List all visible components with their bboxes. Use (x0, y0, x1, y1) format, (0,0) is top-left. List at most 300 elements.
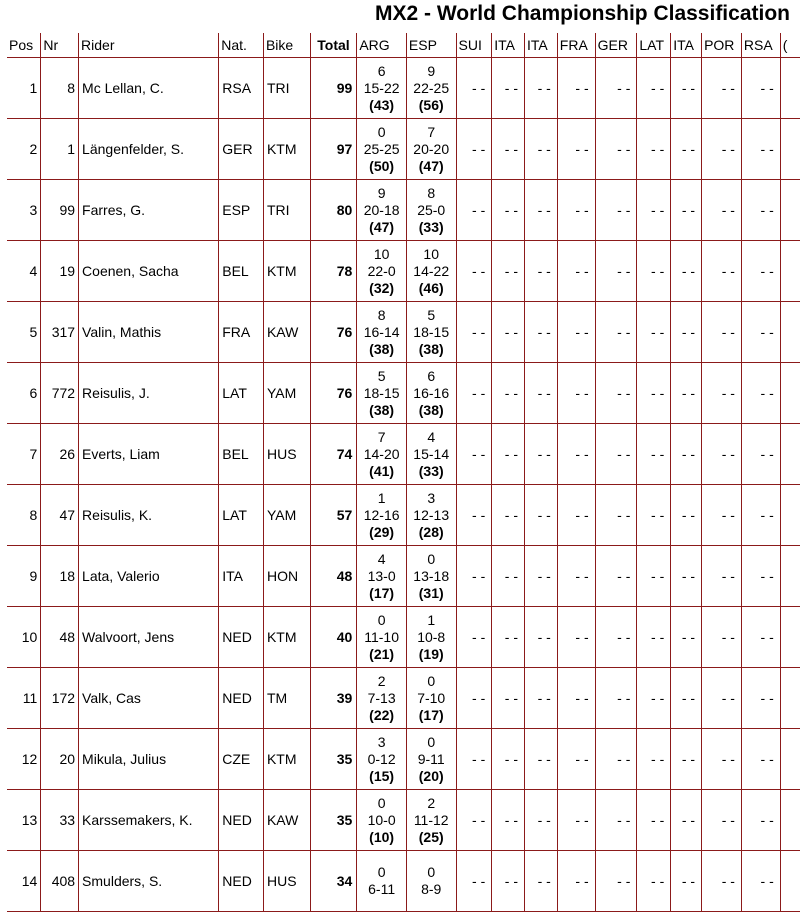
empty-race-cell: - - (456, 424, 492, 485)
empty-race-cell: - - (637, 119, 671, 180)
rider-number-cell: 33 (41, 790, 79, 851)
total-points-cell: 34 (310, 851, 357, 912)
empty-race-cell: - - (595, 729, 637, 790)
empty-race-cell: - - (492, 424, 525, 485)
column-header[interactable]: FRA (557, 33, 595, 58)
bike-cell: HUS (263, 424, 310, 485)
rider-name-cell: Smulders, S. (79, 851, 219, 912)
empty-race-cell: - - (671, 607, 702, 668)
race-total: (15) (369, 767, 395, 784)
bike-cell: YAM (263, 485, 310, 546)
rider-number-cell: 172 (41, 668, 79, 729)
race-total: (31) (418, 584, 444, 601)
empty-race-cell: - - (671, 485, 702, 546)
empty-race-cell: - - (671, 58, 702, 119)
heat-scores: 13-18 (413, 567, 450, 584)
nationality-cell: ESP (219, 180, 264, 241)
heat-scores: 25-0 (417, 201, 446, 218)
rider-name-cell: Karssemakers, K. (79, 790, 219, 851)
empty-race-cell: - - (492, 180, 525, 241)
empty-race-cell: - - (637, 607, 671, 668)
total-points-cell: 57 (310, 485, 357, 546)
rider-name-cell: Längenfelder, S. (79, 119, 219, 180)
empty-race-cell (780, 302, 800, 363)
race-total: (17) (369, 584, 395, 601)
race-points: 7 (377, 428, 386, 445)
race-points: 0 (377, 794, 386, 811)
position-cell: 5 (7, 302, 41, 363)
empty-race-cell: - - (702, 607, 742, 668)
total-points-cell: 76 (310, 302, 357, 363)
bike-cell: TRI (263, 180, 310, 241)
empty-race-cell: - - (456, 729, 492, 790)
empty-race-cell: - - (595, 851, 637, 912)
nationality-cell: LAT (219, 363, 264, 424)
column-header[interactable]: Bike (263, 33, 310, 58)
nationality-cell: LAT (219, 485, 264, 546)
race-total: (38) (369, 340, 395, 357)
rider-name-cell: Lata, Valerio (79, 546, 219, 607)
empty-race-cell: - - (702, 119, 742, 180)
race-result-cell-arg (357, 790, 407, 851)
race-points: 0 (377, 123, 386, 140)
empty-race-cell: - - (492, 241, 525, 302)
table-row[interactable] (7, 668, 800, 729)
heat-scores: 16-16 (413, 384, 450, 401)
empty-race-cell: - - (525, 607, 558, 668)
empty-race-cell: - - (637, 180, 671, 241)
empty-race-cell: - - (741, 363, 780, 424)
race-points: 2 (377, 672, 386, 689)
position-cell: 9 (7, 546, 41, 607)
table-row[interactable] (7, 790, 800, 851)
column-header[interactable]: RSA (741, 33, 780, 58)
rider-number-cell: 18 (41, 546, 79, 607)
empty-race-cell: - - (492, 363, 525, 424)
empty-race-cell: - - (671, 424, 702, 485)
empty-race-cell: - - (492, 302, 525, 363)
race-result-cell-esp (406, 363, 456, 424)
empty-race-cell: - - (702, 180, 742, 241)
heat-scores: 22-25 (413, 79, 450, 96)
race-points: 10 (373, 245, 390, 262)
column-header[interactable]: ITA (492, 33, 525, 58)
race-points: 9 (427, 62, 436, 79)
race-result-cell-esp (406, 424, 456, 485)
column-header[interactable]: POR (702, 33, 742, 58)
race-result-cell-arg (357, 241, 407, 302)
race-result-cell-esp (406, 58, 456, 119)
race-result-cell-esp (406, 119, 456, 180)
race-total: (38) (369, 401, 395, 418)
race-total: (47) (369, 218, 395, 235)
heat-scores: 7-10 (417, 689, 446, 706)
nationality-cell: NED (219, 607, 264, 668)
position-cell: 1 (7, 58, 41, 119)
column-header[interactable]: ( (780, 33, 800, 58)
race-result-cell-esp (406, 851, 456, 912)
empty-race-cell: - - (637, 241, 671, 302)
race-total: (10) (369, 828, 395, 845)
empty-race-cell: - - (525, 119, 558, 180)
empty-race-cell: - - (557, 424, 595, 485)
bike-cell: HUS (263, 851, 310, 912)
empty-race-cell: - - (741, 485, 780, 546)
empty-race-cell (780, 729, 800, 790)
race-result-cell-arg (357, 119, 407, 180)
bike-cell: KTM (263, 241, 310, 302)
total-points-cell: 78 (310, 241, 357, 302)
empty-race-cell: - - (741, 790, 780, 851)
empty-race-cell: - - (525, 668, 558, 729)
empty-race-cell (780, 241, 800, 302)
race-total: (50) (369, 157, 395, 174)
empty-race-cell: - - (637, 668, 671, 729)
nationality-cell: BEL (219, 424, 264, 485)
race-points: 8 (427, 184, 436, 201)
empty-race-cell: - - (741, 119, 780, 180)
column-header[interactable]: ESP (406, 33, 456, 58)
position-cell: 4 (7, 241, 41, 302)
empty-race-cell: - - (557, 241, 595, 302)
rider-name-cell: Valk, Cas (79, 668, 219, 729)
empty-race-cell: - - (456, 58, 492, 119)
page-title: MX2 - World Championship Classification (375, 2, 790, 25)
race-total: (20) (418, 767, 444, 784)
empty-race-cell: - - (671, 241, 702, 302)
empty-race-cell: - - (741, 180, 780, 241)
empty-race-cell (780, 607, 800, 668)
empty-race-cell: - - (456, 668, 492, 729)
column-header[interactable]: Nr (41, 33, 79, 58)
empty-race-cell: - - (741, 302, 780, 363)
race-total: (29) (369, 523, 395, 540)
total-points-cell: 76 (310, 363, 357, 424)
bike-cell: TM (263, 668, 310, 729)
race-result-cell-esp (406, 607, 456, 668)
rider-number-cell: 26 (41, 424, 79, 485)
table-row[interactable] (7, 546, 800, 607)
race-result-cell-esp (406, 668, 456, 729)
nationality-cell: NED (219, 851, 264, 912)
race-points: 10 (423, 245, 439, 262)
bike-cell: KTM (263, 607, 310, 668)
heat-scores: 14-20 (363, 445, 400, 462)
table-row[interactable] (7, 424, 800, 485)
table-row[interactable] (7, 241, 800, 302)
rider-number-cell: 48 (41, 607, 79, 668)
nationality-cell: BEL (219, 241, 264, 302)
nationality-cell: ITA (219, 546, 264, 607)
empty-race-cell: - - (492, 790, 525, 851)
race-points: 1 (377, 489, 386, 506)
race-total: (22) (369, 706, 395, 723)
race-points: 4 (427, 428, 436, 445)
race-total: (21) (369, 645, 395, 662)
nationality-cell: RSA (219, 58, 264, 119)
column-header[interactable]: Total (310, 33, 357, 58)
total-points-cell: 97 (310, 119, 357, 180)
total-points-cell: 48 (310, 546, 357, 607)
bike-cell: KAW (263, 790, 310, 851)
empty-race-cell: - - (637, 485, 671, 546)
rider-name-cell: Mikula, Julius (79, 729, 219, 790)
empty-race-cell (780, 424, 800, 485)
empty-race-cell: - - (671, 668, 702, 729)
empty-race-cell: - - (557, 668, 595, 729)
empty-race-cell: - - (595, 302, 637, 363)
empty-race-cell: - - (702, 790, 742, 851)
empty-race-cell: - - (671, 790, 702, 851)
empty-race-cell (780, 485, 800, 546)
rider-name-cell: Reisulis, K. (79, 485, 219, 546)
empty-race-cell: - - (671, 119, 702, 180)
race-total: (19) (418, 645, 444, 662)
race-result-cell-arg (357, 58, 407, 119)
position-cell: 7 (7, 424, 41, 485)
rider-number-cell: 19 (41, 241, 79, 302)
empty-race-cell: - - (525, 363, 558, 424)
empty-race-cell: - - (492, 58, 525, 119)
bike-cell: KTM (263, 729, 310, 790)
race-total: (32) (369, 279, 395, 296)
empty-race-cell: - - (702, 668, 742, 729)
race-result-cell-esp (406, 302, 456, 363)
race-result-cell-arg (357, 485, 407, 546)
race-result-cell-arg (357, 424, 407, 485)
empty-race-cell (780, 119, 800, 180)
empty-race-cell: - - (702, 729, 742, 790)
race-points: 3 (377, 733, 386, 750)
empty-race-cell: - - (702, 424, 742, 485)
empty-race-cell: - - (456, 851, 492, 912)
empty-race-cell: - - (595, 180, 637, 241)
empty-race-cell: - - (492, 851, 525, 912)
position-cell: 11 (7, 668, 41, 729)
race-result-cell-arg (357, 363, 407, 424)
empty-race-cell: - - (557, 302, 595, 363)
empty-race-cell: - - (741, 241, 780, 302)
race-points: 0 (427, 550, 436, 567)
race-total: (25) (418, 828, 444, 845)
total-points-cell: 35 (310, 790, 357, 851)
rider-name-cell: Farres, G. (79, 180, 219, 241)
empty-race-cell: - - (637, 729, 671, 790)
column-header[interactable]: ARG (357, 33, 407, 58)
empty-race-cell: - - (595, 424, 637, 485)
race-points: 5 (427, 306, 436, 323)
table-row[interactable] (7, 485, 800, 546)
empty-race-cell: - - (671, 302, 702, 363)
race-points: 6 (427, 367, 436, 384)
rider-number-cell: 20 (41, 729, 79, 790)
race-total: (33) (418, 218, 444, 235)
empty-race-cell: - - (595, 790, 637, 851)
column-header[interactable]: SUI (456, 33, 492, 58)
empty-race-cell: - - (637, 546, 671, 607)
heat-scores: 16-14 (363, 323, 400, 340)
total-points-cell: 99 (310, 58, 357, 119)
heat-scores: 9-11 (417, 750, 445, 767)
rider-name-cell: Coenen, Sacha (79, 241, 219, 302)
race-result-cell-arg (357, 302, 407, 363)
race-result-cell-esp (406, 180, 456, 241)
column-header[interactable]: Pos (7, 33, 41, 58)
empty-race-cell: - - (595, 668, 637, 729)
empty-race-cell: - - (741, 424, 780, 485)
heat-scores: 20-18 (363, 201, 400, 218)
rider-name-cell: Reisulis, J. (79, 363, 219, 424)
column-header[interactable]: LAT (637, 33, 671, 58)
race-result-cell-esp (406, 546, 456, 607)
bike-cell: YAM (263, 363, 310, 424)
table-row[interactable] (7, 851, 800, 912)
empty-race-cell: - - (702, 241, 742, 302)
empty-race-cell: - - (557, 546, 595, 607)
table-row[interactable] (7, 119, 800, 180)
race-points: 7 (427, 123, 436, 140)
position-cell: 12 (7, 729, 41, 790)
column-header[interactable]: Rider (79, 33, 219, 58)
total-points-cell: 74 (310, 424, 357, 485)
heat-scores: 10-8 (417, 628, 446, 645)
position-cell: 10 (7, 607, 41, 668)
empty-race-cell: - - (456, 485, 492, 546)
heat-scores: 7-13 (367, 689, 396, 706)
empty-race-cell: - - (741, 851, 780, 912)
table-row[interactable] (7, 729, 800, 790)
race-points: 0 (427, 733, 436, 750)
race-total: (33) (418, 462, 444, 479)
column-header[interactable]: GER (595, 33, 637, 58)
race-total: (41) (369, 462, 395, 479)
empty-race-cell: - - (456, 180, 492, 241)
empty-race-cell: - - (456, 363, 492, 424)
table-row[interactable] (7, 180, 800, 241)
heat-scores: 15-14 (413, 445, 450, 462)
column-header[interactable]: Nat. (219, 33, 264, 58)
empty-race-cell: - - (702, 58, 742, 119)
heat-scores: 12-16 (363, 506, 400, 523)
header-row (7, 33, 800, 58)
bike-cell: TRI (263, 58, 310, 119)
race-points: 5 (377, 367, 386, 384)
empty-race-cell: - - (492, 546, 525, 607)
classification-table-container (7, 33, 800, 897)
race-total: (38) (418, 340, 444, 357)
rider-number-cell: 408 (41, 851, 79, 912)
empty-race-cell: - - (702, 851, 742, 912)
rider-name-cell: Everts, Liam (79, 424, 219, 485)
race-result-cell-arg (357, 546, 407, 607)
empty-race-cell: - - (492, 668, 525, 729)
race-total: (56) (418, 96, 444, 113)
race-result-cell-esp (406, 241, 456, 302)
empty-race-cell: - - (741, 546, 780, 607)
empty-race-cell (780, 668, 800, 729)
race-total: (17) (418, 706, 444, 723)
table-row[interactable] (7, 363, 800, 424)
empty-race-cell: - - (702, 363, 742, 424)
empty-race-cell: - - (557, 119, 595, 180)
rider-number-cell: 317 (41, 302, 79, 363)
empty-race-cell: - - (595, 546, 637, 607)
empty-race-cell: - - (557, 790, 595, 851)
empty-race-cell: - - (637, 790, 671, 851)
position-cell: 14 (7, 851, 41, 912)
classification-table (7, 33, 800, 912)
empty-race-cell: - - (702, 546, 742, 607)
empty-race-cell: - - (741, 668, 780, 729)
position-cell: 2 (7, 119, 41, 180)
heat-scores: 14-22 (413, 262, 450, 279)
empty-race-cell: - - (557, 607, 595, 668)
race-result-cell-arg (357, 607, 407, 668)
race-points: 4 (377, 550, 386, 567)
table-row[interactable] (7, 607, 800, 668)
total-points-cell: 39 (310, 668, 357, 729)
heat-scores: 11-10 (364, 628, 400, 645)
empty-race-cell: - - (525, 180, 558, 241)
empty-race-cell: - - (671, 546, 702, 607)
total-points-cell: 40 (310, 607, 357, 668)
bike-cell: KAW (263, 302, 310, 363)
rider-name-cell: Mc Lellan, C. (79, 58, 219, 119)
table-row[interactable] (7, 58, 800, 119)
empty-race-cell: - - (525, 790, 558, 851)
race-points: 9 (377, 184, 386, 201)
bike-cell: HON (263, 546, 310, 607)
empty-race-cell: - - (492, 729, 525, 790)
empty-race-cell (780, 363, 800, 424)
rider-number-cell: 8 (41, 58, 79, 119)
empty-race-cell: - - (557, 180, 595, 241)
rider-name-cell: Walvoort, Jens (79, 607, 219, 668)
heat-scores: 12-13 (413, 506, 450, 523)
position-cell: 13 (7, 790, 41, 851)
race-total: (38) (418, 401, 444, 418)
race-points: 2 (427, 794, 436, 811)
empty-race-cell: - - (637, 851, 671, 912)
heat-scores: 13-0 (367, 567, 396, 584)
race-points: 0 (427, 864, 436, 880)
column-header[interactable]: ITA (525, 33, 558, 58)
total-points-cell: 35 (310, 729, 357, 790)
empty-race-cell: - - (525, 302, 558, 363)
empty-race-cell: - - (557, 58, 595, 119)
table-row[interactable] (7, 302, 800, 363)
empty-race-cell: - - (637, 58, 671, 119)
column-header[interactable]: ITA (671, 33, 702, 58)
race-points: 1 (427, 611, 436, 628)
empty-race-cell: - - (456, 790, 492, 851)
empty-race-cell: - - (557, 851, 595, 912)
heat-scores: 8-9 (421, 881, 442, 897)
race-result-cell-esp (406, 790, 456, 851)
heat-scores: 20-20 (413, 140, 450, 157)
race-total: (46) (418, 279, 444, 296)
empty-race-cell: - - (525, 546, 558, 607)
empty-race-cell: - - (595, 485, 637, 546)
race-points: 3 (427, 489, 436, 506)
empty-race-cell: - - (456, 546, 492, 607)
empty-race-cell: - - (456, 302, 492, 363)
nationality-cell: NED (219, 790, 264, 851)
empty-race-cell: - - (637, 302, 671, 363)
empty-race-cell: - - (595, 363, 637, 424)
empty-race-cell: - - (525, 851, 558, 912)
heat-scores: 6-11 (368, 881, 396, 897)
